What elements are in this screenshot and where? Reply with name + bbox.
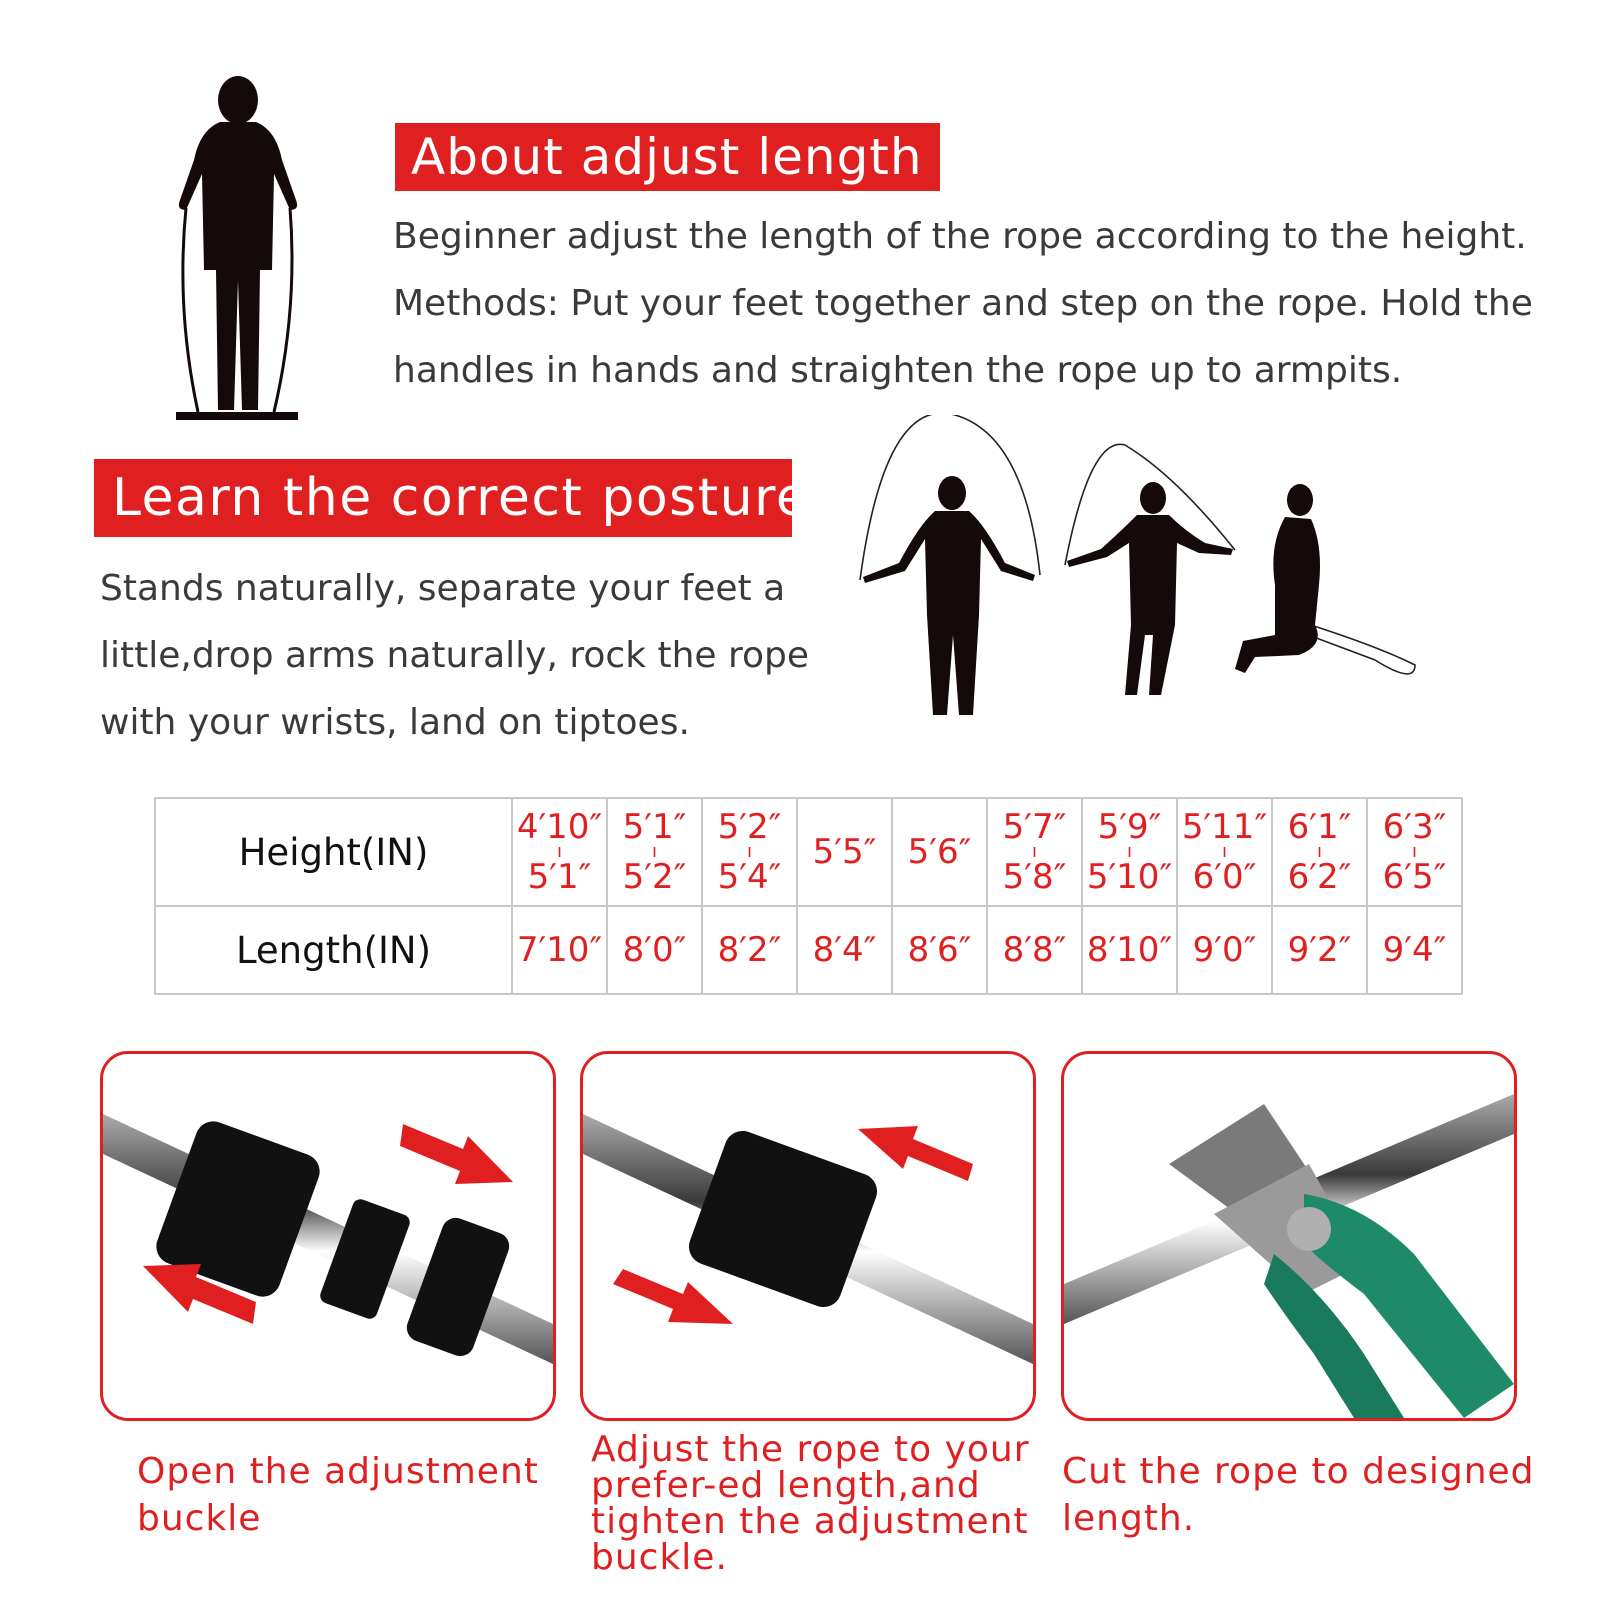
posture-line: with your wrists, land on tiptoes. bbox=[100, 702, 690, 743]
caption-line: prefer-ed length,and bbox=[591, 1465, 981, 1506]
learn-posture-heading: Learn the correct posture bbox=[94, 459, 792, 537]
length-cell: 9′0″ bbox=[1177, 906, 1272, 994]
height-cell: 5′7″ ı 5′8″ bbox=[987, 798, 1082, 906]
jump-rope-figures-illustration bbox=[855, 415, 1435, 745]
height-cell: 4′10″ ı 5′1″ bbox=[512, 798, 607, 906]
caption-line: Adjust the rope to your bbox=[591, 1429, 1030, 1470]
length-cell: 8′2″ bbox=[702, 906, 797, 994]
caption-line: length. bbox=[1062, 1498, 1196, 1539]
height-cell: 5′6″ bbox=[892, 798, 987, 906]
step-3-caption bbox=[1062, 1448, 1535, 1542]
step-cut-rope-image bbox=[1061, 1051, 1517, 1421]
caption-line: Cut the rope to designed bbox=[1062, 1451, 1535, 1492]
height-row bbox=[155, 798, 1462, 906]
about-adjust-length-heading: About adjust length bbox=[395, 123, 940, 191]
length-cell: 8′6″ bbox=[892, 906, 987, 994]
step-1-caption bbox=[137, 1448, 539, 1542]
length-cell: 8′10″ bbox=[1082, 906, 1177, 994]
about-line: Methods: Put your feet together and step on the rope. Hold the bbox=[393, 283, 1533, 324]
about-line: handles in hands and straighten the rope up to armpits. bbox=[393, 350, 1403, 391]
posture-line: Stands naturally, separate your feet a bbox=[100, 568, 786, 609]
height-cell: 5′9″ ı 5′10″ bbox=[1082, 798, 1177, 906]
length-row bbox=[155, 906, 1462, 994]
step-adjust-rope-image bbox=[580, 1051, 1036, 1421]
caption-line: tighten the adjustment bbox=[591, 1501, 1029, 1542]
caption-line: buckle bbox=[137, 1498, 262, 1539]
length-label: Length(IN) bbox=[155, 906, 512, 994]
height-cell: 5′11″ ı 6′0″ bbox=[1177, 798, 1272, 906]
height-cell: 5′1″ ı 5′2″ bbox=[607, 798, 702, 906]
caption-line: buckle. bbox=[591, 1537, 728, 1578]
height-cell: 6′1″ ı 6′2″ bbox=[1272, 798, 1367, 906]
height-cell: 6′3″ ı 6′5″ bbox=[1367, 798, 1462, 906]
length-cell: 8′8″ bbox=[987, 906, 1082, 994]
standing-figure-illustration bbox=[150, 70, 320, 430]
posture-text bbox=[100, 555, 809, 756]
length-cell: 9′2″ bbox=[1272, 906, 1367, 994]
length-cell: 9′4″ bbox=[1367, 906, 1462, 994]
about-adjust-length-text bbox=[393, 203, 1533, 404]
about-line: Beginner adjust the length of the rope according to the height. bbox=[393, 216, 1527, 257]
posture-line: little,drop arms naturally, rock the rope bbox=[100, 635, 810, 676]
length-cell: 7′10″ bbox=[512, 906, 607, 994]
height-cell: 5′5″ bbox=[797, 798, 892, 906]
step-2-caption bbox=[591, 1429, 1030, 1578]
size-chart-table bbox=[154, 797, 1463, 995]
height-cell: 5′2″ ı 5′4″ bbox=[702, 798, 797, 906]
caption-line: Open the adjustment bbox=[137, 1451, 539, 1492]
length-cell: 8′0″ bbox=[607, 906, 702, 994]
step-open-buckle-image bbox=[100, 1051, 556, 1421]
height-label: Height(IN) bbox=[155, 798, 512, 906]
length-cell: 8′4″ bbox=[797, 906, 892, 994]
